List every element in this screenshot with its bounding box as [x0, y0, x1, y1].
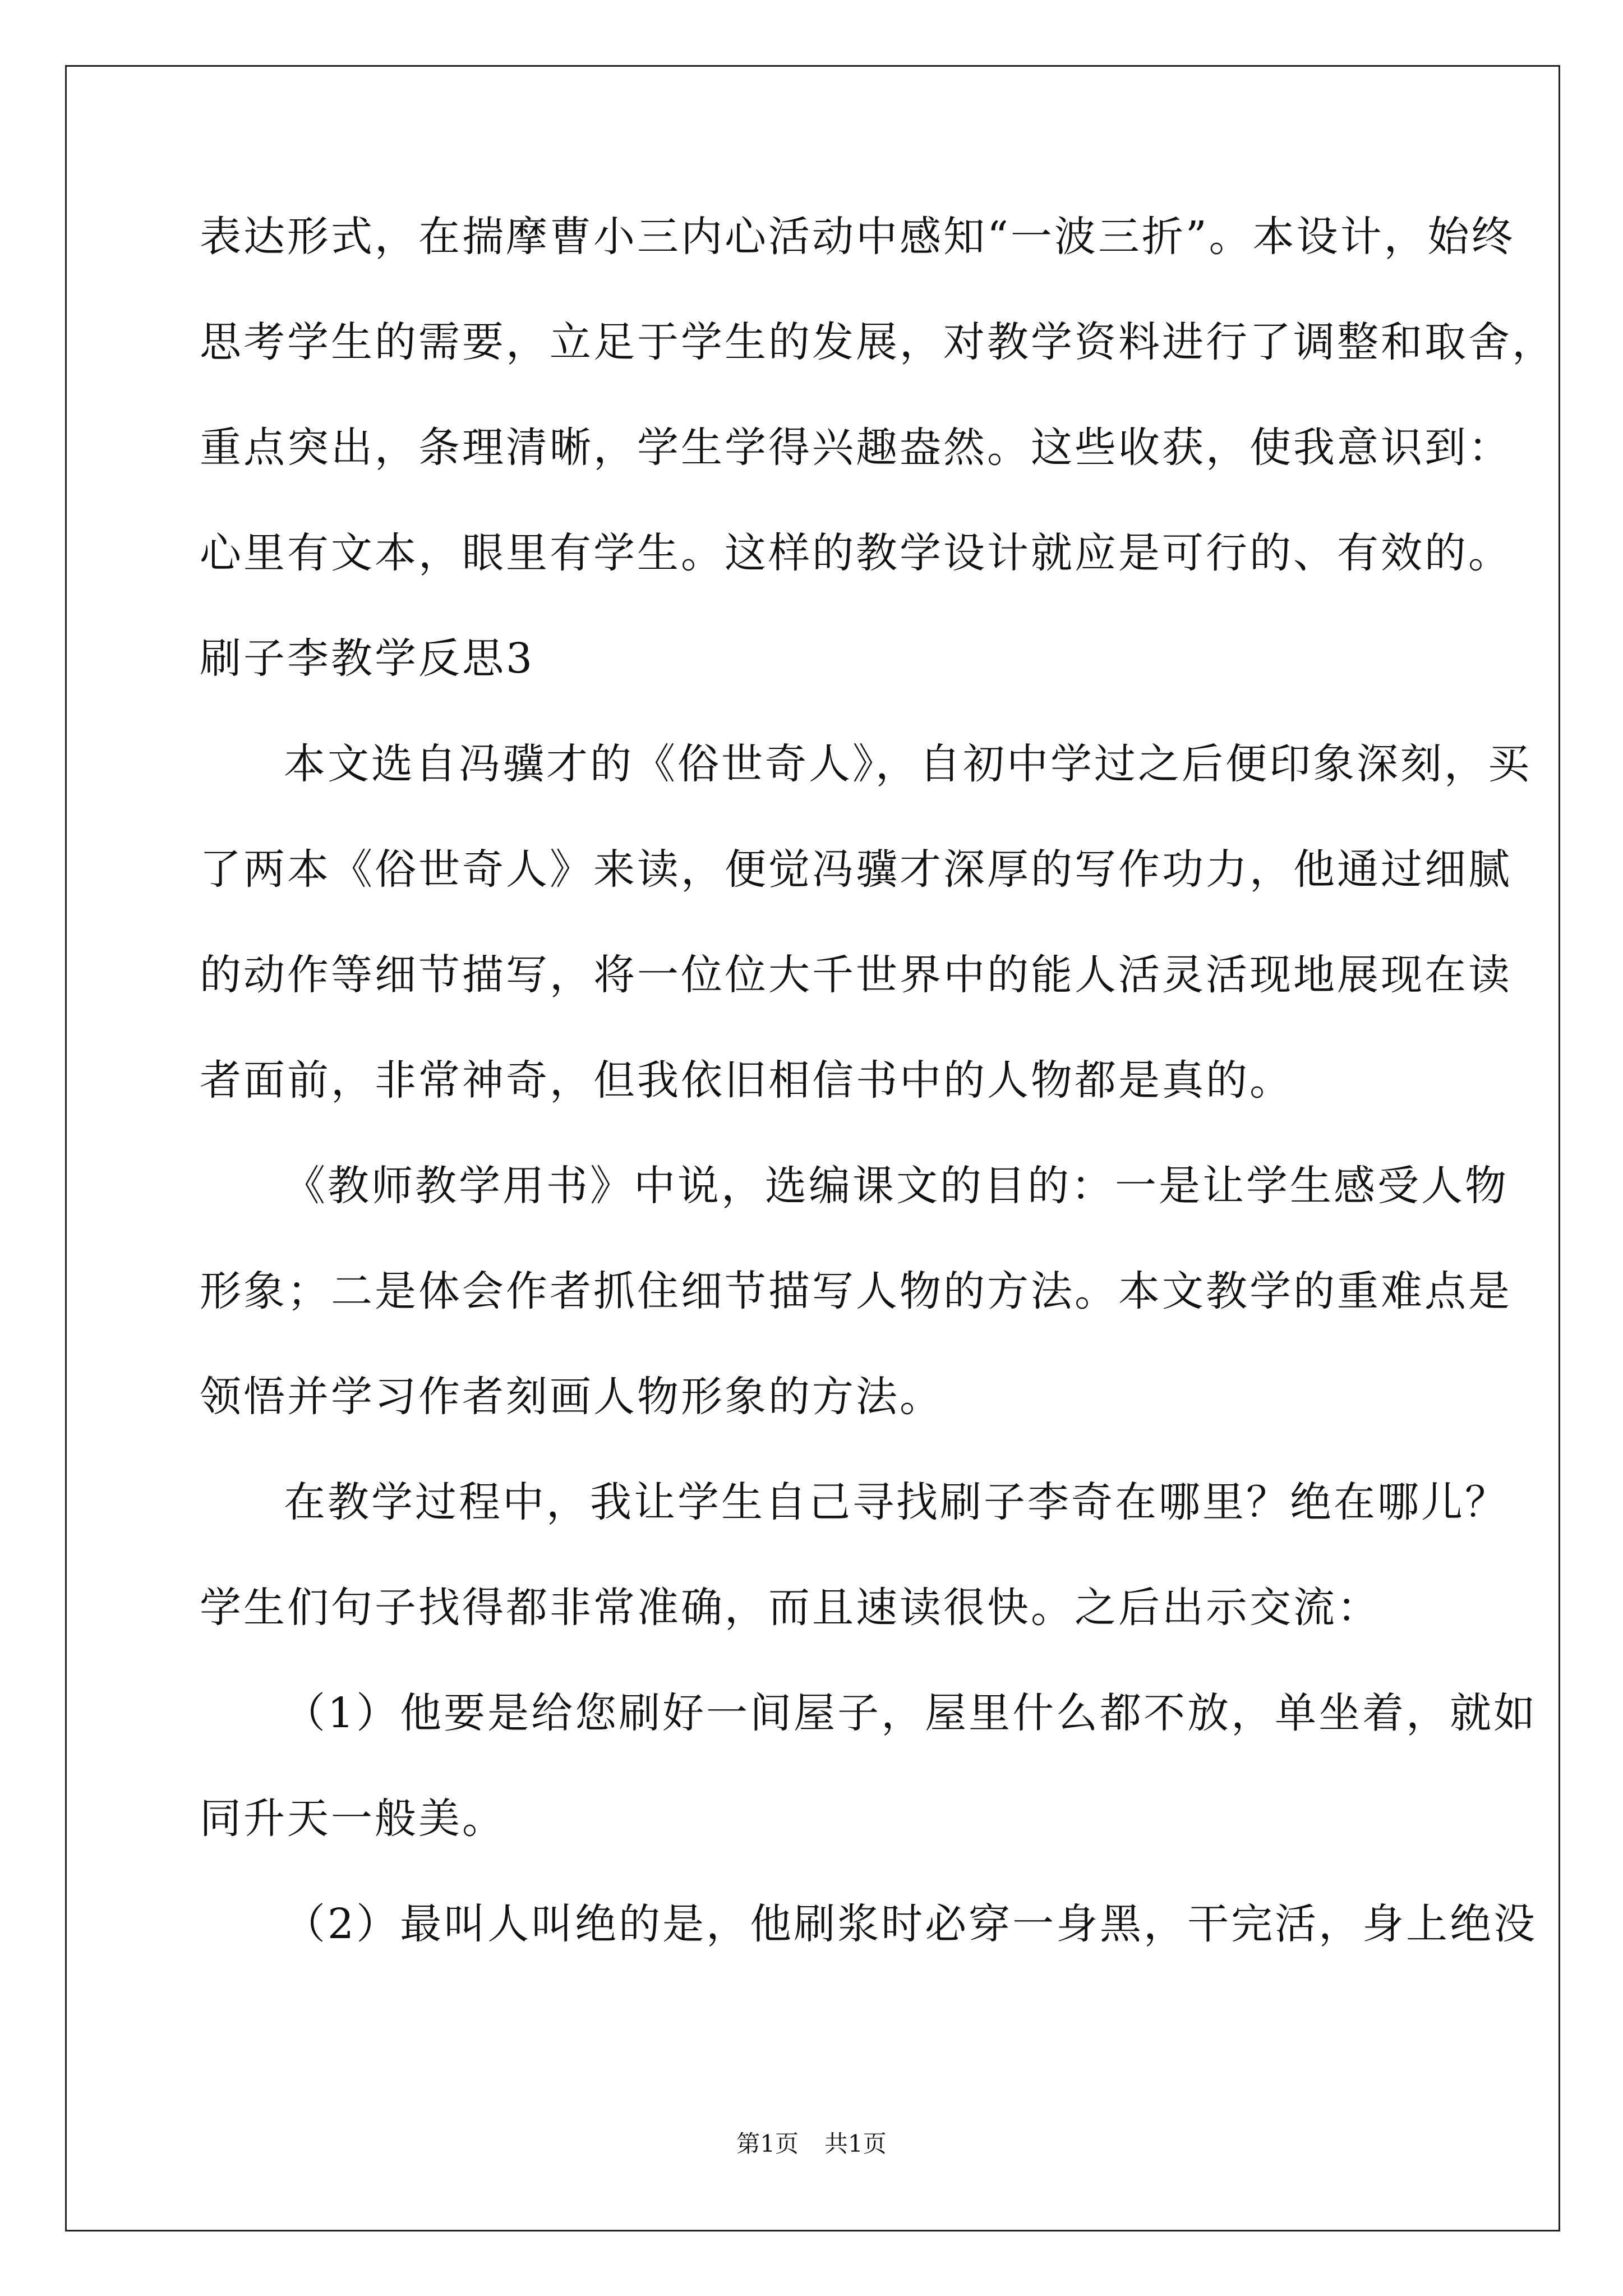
text-line: 表达形式，在揣摩曹小三内心活动中感知“一波三折”。本设计，始终	[200, 213, 1515, 261]
text-line: 重点突出，条理清晰，学生学得兴趣盎然。这些收获，使我意识到：	[200, 424, 1512, 472]
text-line: 了两本《俗世奇人》来读，便觉冯骥才深厚的写作功力，他通过细腻	[200, 845, 1512, 894]
paragraph-start-line: （2）最叫人叫绝的是，他刷浆时必穿一身黑，干完活，身上绝没	[284, 1900, 1538, 1948]
paragraph-start-line: 《教师教学用书》中说，选编课文的目的：一是让学生感受人物	[284, 1162, 1509, 1210]
text-line: 心里有文本，眼里有学生。这样的教学设计就应是可行的、有效的。	[200, 529, 1512, 577]
text-line: 者面前，非常神奇，但我依旧相信书中的人物都是真的。	[200, 1056, 1293, 1105]
text-line: 学生们句子找得都非常准确，而且速读很快。之后出示交流：	[200, 1584, 1381, 1632]
page-footer	[0, 2127, 1623, 2161]
paragraph-start-line: 在教学过程中，我让学生自己寻找刷子李奇在哪里？绝在哪儿？	[284, 1478, 1509, 1526]
page-count: 共1页	[824, 2130, 887, 2157]
text-line: 思考学生的需要，立足于学生的发展，对教学资料进行了调整和取舍，	[200, 318, 1556, 366]
paragraph-start-line: 本文选自冯骥才的《俗世奇人》，自初中学过之后便印象深刻，买	[284, 740, 1532, 788]
text-line: 领悟并学习作者刻画人物形象的方法。	[200, 1373, 943, 1421]
page-number: 第1页	[736, 2130, 799, 2157]
section-heading: 刷子李教学反思3	[200, 634, 535, 683]
text-line: 同升天一般美。	[200, 1795, 506, 1843]
text-line: 形象；二是体会作者抓住细节描写人物的方法。本文教学的重难点是	[200, 1267, 1512, 1315]
paragraph-start-line: （1）他要是给您刷好一间屋子，屋里什么都不放，单坐着，就如	[284, 1689, 1538, 1737]
text-line: 的动作等细节描写，将一位位大千世界中的能人活灵活现地展现在读	[200, 951, 1512, 999]
